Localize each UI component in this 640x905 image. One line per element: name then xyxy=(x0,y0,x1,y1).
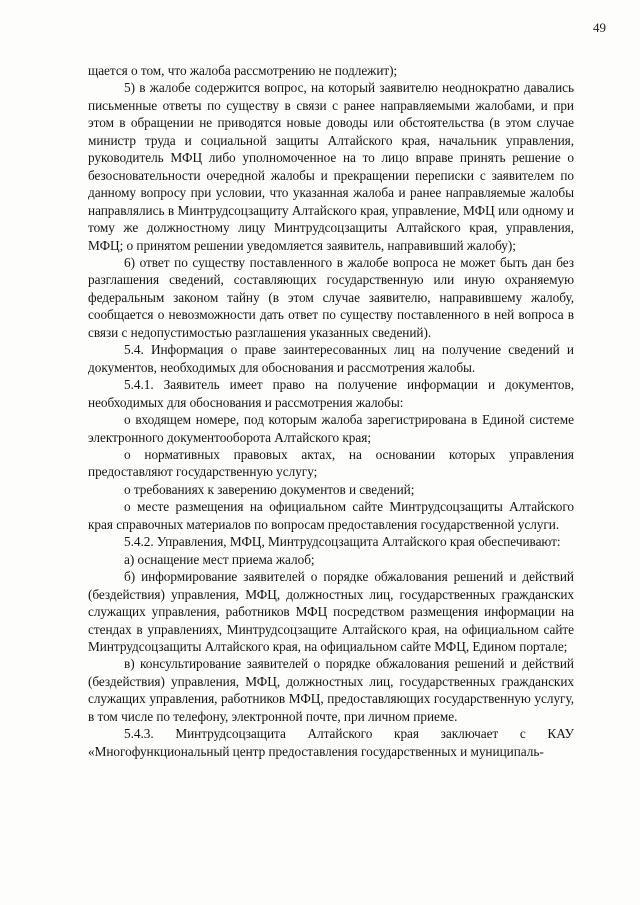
list-item: о нормативных правовых актах, на основании которых управления предоставляют государственную услугу; xyxy=(88,446,574,480)
page-number: 49 xyxy=(593,20,606,35)
paragraph: 5.4.1. Заявитель имеет право на получение информации и документов, необходимых для обоснования и рассмотрения жалобы: xyxy=(88,377,574,410)
list-item: в) консультирование заявителей о порядке обжалования решений и действий (бездействия) управления, МФЦ, должностных лиц, государственных гражданских служащих управления, работников МФЦ, предоставляющих государственную услугу, в том числе по телефону, электронной почте, при личном приеме. xyxy=(88,656,574,724)
list-item: о требованиях к заверению документов и сведений; xyxy=(124,481,415,497)
paragraph: щается о том, что жалоба рассмотрению не подлежит); xyxy=(88,63,398,78)
document-body xyxy=(88,62,574,760)
paragraph: 6) ответ по существу поставленного в жалобе вопроса не может быть дан без разглашения сведений, составляющих государственную или иную охраняемую федеральным законом тайну (в этом случае заявителю, направившему жалобу, сообщается о невозможности дать ответ по существу поставленного в ней вопроса в связи с недопустимостью разглашения указанных сведений). xyxy=(88,254,574,340)
list-item: о месте размещения на официальном сайте Минтрудсоцзащиты Алтайского края справочных материалов по вопросам предоставления государственной услуги. xyxy=(88,499,574,532)
paragraph: 5.4.3. Минтрудсоцзащита Алтайского края заключает с КАУ «Многофункциональный центр предоставления государственных и муниципаль- xyxy=(88,726,574,759)
section-heading: 5.4. Информация о праве заинтересованных лиц на получение сведений и документов, необходимых для обоснования и рассмотрения жалобы. xyxy=(88,342,574,375)
list-item: о входящем номере, под которым жалоба зарегистрирована в Единой системе электронного документооборота Алтайского края; xyxy=(88,412,574,445)
paragraph: 5) в жалобе содержится вопрос, на который заявителю неоднократно давались письменные ответы по существу в связи с ранее направляемыми жалобами, и при этом в обращении не приводятся новые доводы или обстоятельства (в этом случае министр труда и социальной защиты Алтайского края, начальник управления, руководитель МФЦ либо уполномоченное на то лицо вправе принять решение о безосновательности очередной жалобы и прекращении переписки с заявителем по данному вопросу при условии, что указанная жалоба и ранее направляемые жалобы направлялись в Минтрудсоцзащиту Алтайского края, управление, МФЦ или одному и тому же должностному лицу Минтрудсоцзащиты Алтайского края, управления, МФЦ; о принятом решении уведомляется заявитель, направивший жалобу); xyxy=(88,80,574,253)
list-item: б) информирование заявителей о порядке обжалования решений и действий (бездействия) управления, МФЦ, должностных лиц, государственных гражданских служащих управления, работников МФЦ посредством размещения информации на стендах в управлениях, Минтрудсоцзащите Алтайского края, на официальном сайте Минтрудсоцзащиты Алтайского края, на официальном сайте МФЦ, Едином портале; xyxy=(88,569,574,654)
paragraph: 5.4.2. Управления, МФЦ, Минтрудсоцзащита Алтайского края обеспечивают: xyxy=(124,534,561,550)
list-item: а) оснащение мест приема жалоб; xyxy=(124,551,315,567)
